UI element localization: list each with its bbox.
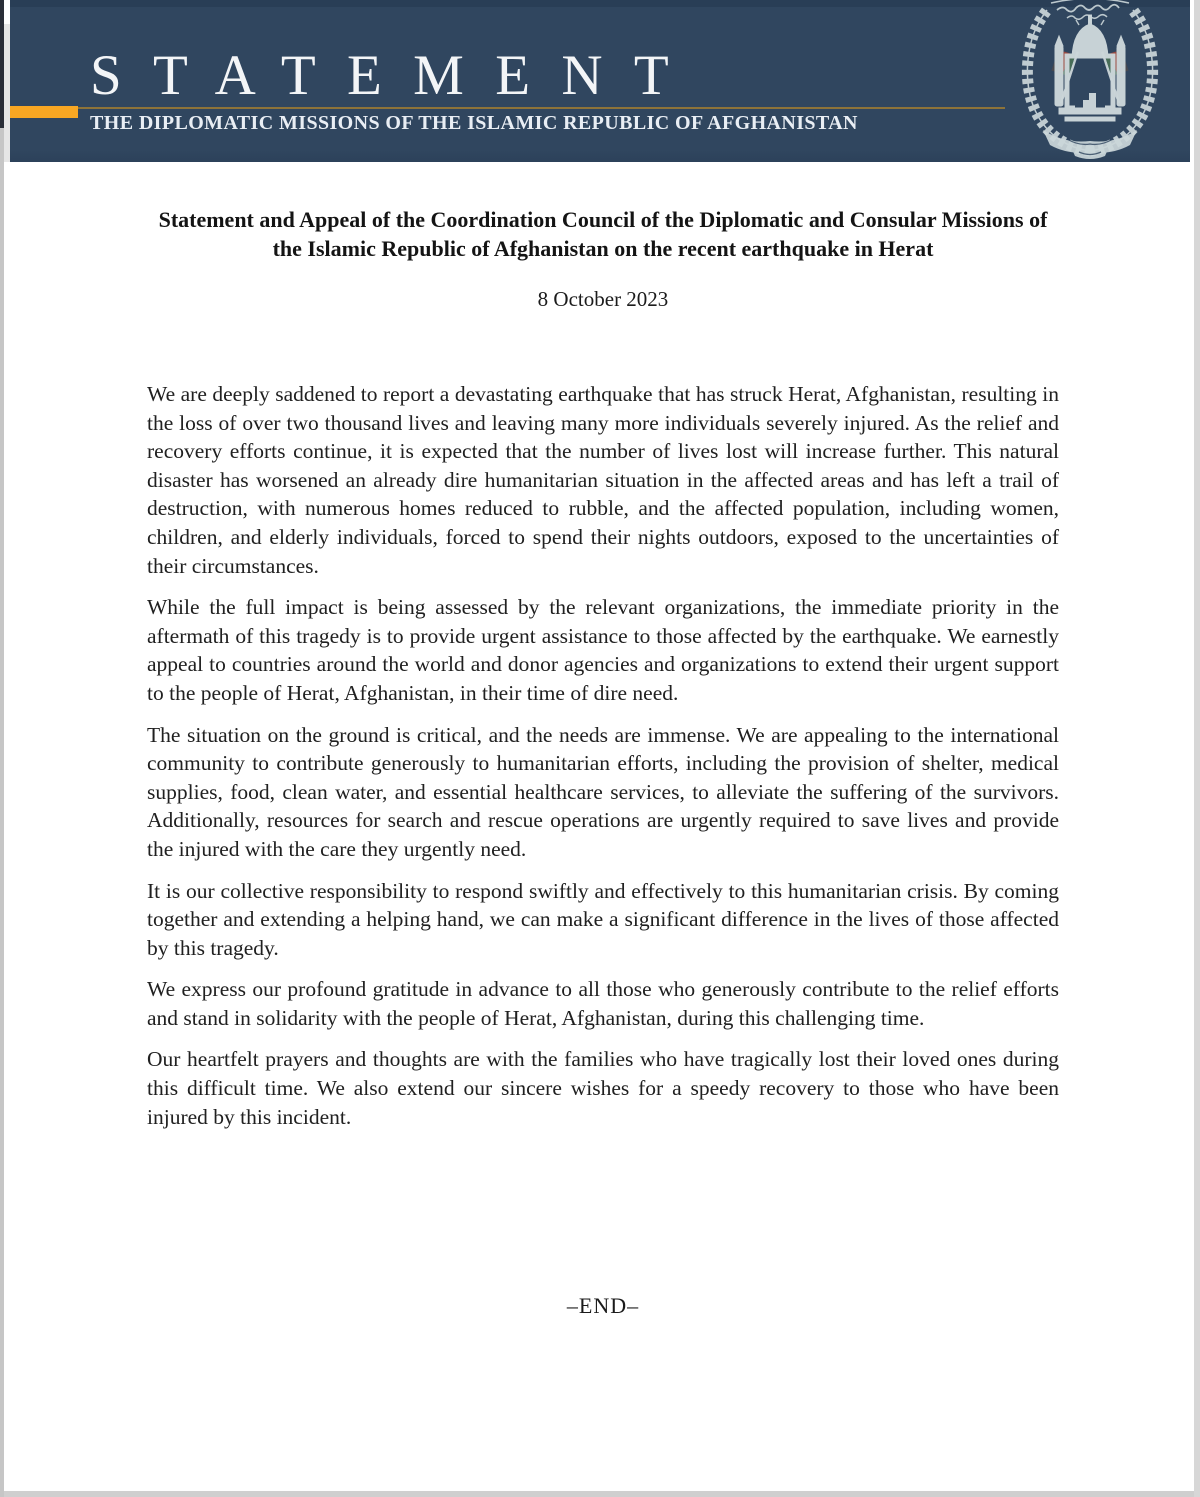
header-subtitle: THE DIPLOMATIC MISSIONS OF THE ISLAMIC REPUBLIC OF AFGHANISTAN xyxy=(90,112,858,134)
scan-edge-right xyxy=(1194,0,1200,1497)
statement-paragraph-2: While the full impact is being assessed by the relevant organizations, the immediate priority in the aftermath of this tragedy is to provide urgent assistance to those affected by the earthquake. We earnestly appeal to countries around the world and donor agencies and organizations to extend their urgent support to the people of Herat, Afghanistan, in their time of dire need. xyxy=(147,595,1059,705)
orange-accent-bar xyxy=(8,106,78,118)
scan-edge-left-gray xyxy=(0,128,4,1497)
gold-divider-line xyxy=(75,107,1005,109)
scan-edge-bottom xyxy=(0,1491,1200,1497)
statement-paragraph-5: We express our profound gratitude in advance to all those who generously contribute to the relief efforts and stand in solidarity with the people of Herat, Afghanistan, during this challenging time. xyxy=(147,977,1059,1030)
document-heading: Statement and Appeal of the Coordination Council of the Diplomatic and Consular Missions of the Islamic Republic of Afghanistan on the recent earthquake in Herat xyxy=(158,207,1048,261)
header-banner xyxy=(10,0,1190,162)
end-marker: –END– xyxy=(566,1293,640,1319)
statement-title: STATEMENT xyxy=(90,44,701,107)
statement-paragraph-6: Our heartfelt prayers and thoughts are with the families who have tragically lost their loved ones during this difficult time. We also extend our sincere wishes for a speedy recovery to those who have been injured by this incident. xyxy=(147,1047,1059,1129)
document-body xyxy=(147,162,1059,1319)
statement-paragraph-3: The situation on the ground is critical, and the needs are immense. We are appealing to the international community to contribute generously to humanitarian efforts, including the provision of shelter, medical supplies, food, clean water, and essential healthcare services, to alleviate the suffering of the survivors. Additionally, resources for search and rescue operations are urgently required to save lives and provide the injured with the care they urgently need. xyxy=(147,722,1059,861)
afghanistan-emblem-icon xyxy=(1005,0,1175,162)
statement-paragraph-1: We are deeply saddened to report a devastating earthquake that has struck Herat, Afghanistan, resulting in the loss of over two thousand lives and leaving many more individuals severely injured. As the relief and recovery efforts continue, it is expected that the number of lives lost will increase further. This natural disaster has worsened an already dire humanitarian situation in the affected areas and has left a trail of destruction, with numerous homes reduced to rubble, and the affected population, including women, children, and elderly individuals, forced to spend their nights outdoors, exposed to the uncertainties of their circumstances. xyxy=(147,382,1059,578)
document-date: 8 October 2023 xyxy=(537,287,669,311)
scan-edge-left-light xyxy=(4,24,10,162)
statement-paragraph-4: It is our collective responsibility to respond swiftly and effectively to this humanitarian crisis. By coming together and extending a helping hand, we can make a significant difference in the lives of those affected by this tragedy. xyxy=(147,878,1059,960)
